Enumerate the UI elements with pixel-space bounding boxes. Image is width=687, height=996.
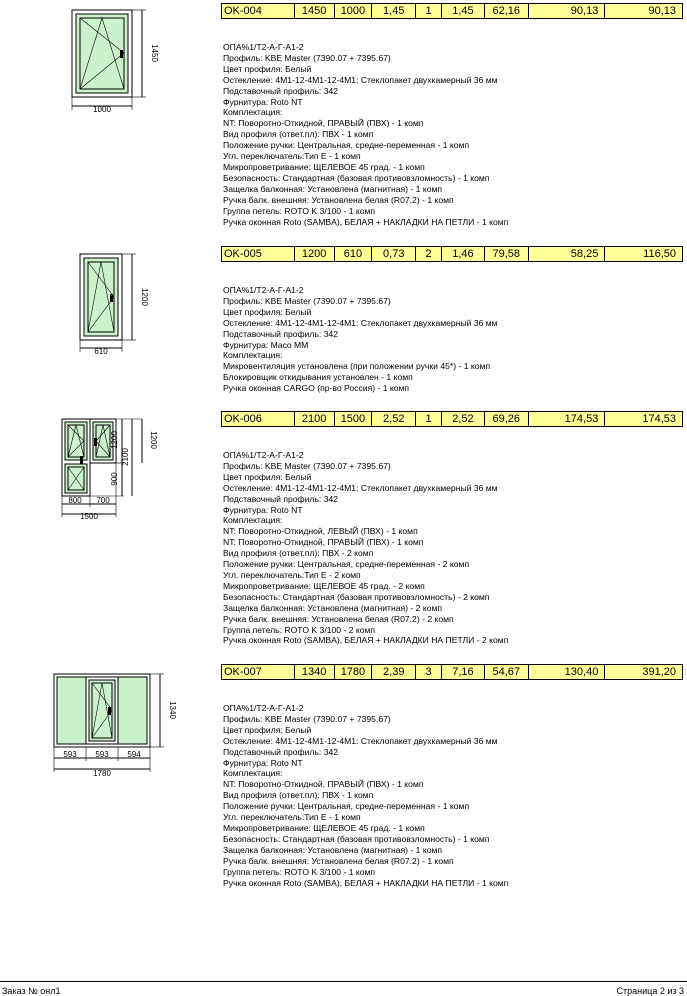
item-code: OK-004 [224, 5, 262, 17]
qty-cell: 3 [415, 665, 441, 679]
desc-line: Остекление: 4М1-12-4М1-12-4М1: Стеклопакет двухкамерный 36 мм [223, 735, 498, 746]
height-cell: 1340 [294, 665, 334, 679]
desc-line: Подставочный профиль: 342 [223, 328, 339, 339]
desc-line: Фурнитура: Roto NT [223, 504, 303, 515]
desc-line: Фурнитура: Maco MM [223, 339, 309, 350]
desc-line: Блокировщик откидывания установлен - 1 комп [223, 372, 413, 383]
total-height-dim: 2100 [121, 448, 130, 466]
width-cell: 1500 [334, 412, 372, 426]
desc-line: Защелка балконная: Установлена (магнитная) - 2 комп [223, 602, 443, 613]
desc-line: Комплектация: [223, 515, 283, 526]
desc-line: Остекление: 4М1-12-4М1-12-4М1: Стеклопакет двухкамерный 36 мм [223, 74, 498, 85]
desc-line: NT: Поворотно-Откидной, ПРАВЫЙ (ПВХ) - 1 комп [223, 779, 424, 790]
width-dim: 610 [94, 347, 108, 356]
qty-cell: 1 [415, 412, 441, 426]
sash-3-width-dim: 594 [127, 750, 141, 759]
description [223, 703, 508, 888]
desc-line: ОПА%1/Т2-А-Г-А1-2 [223, 450, 304, 460]
desc-line: Угл. переключатель:Тип Е - 1 комп [223, 151, 361, 162]
width-cell: 1000 [334, 4, 372, 18]
desc-line: Ручка оконная Roto (SAMBA), БЕЛАЯ + НАКЛАДКИ НА ПЕТЛИ - 1 комп [223, 216, 509, 227]
desc-line: Микровентиляция установлена (при положении ручки 45*) - 1 комп [223, 361, 491, 372]
desc-line: Цвет профиля: Белый [223, 471, 312, 482]
desc-line: Остекление: 4М1-12-4М1-12-4М1: Стеклопакет двухкамерный 36 мм [223, 482, 498, 493]
height-dim: 1200 [140, 288, 149, 306]
desc-line: Цвет профиля: Белый [223, 63, 312, 74]
door-window-drawing [0, 413, 220, 523]
desc-line: Группа петель: ROTO K 3/100 - 1 комп [223, 205, 376, 216]
desc-line: Микропроветривание: ЩЕЛЕВОЕ 45 град. - 1 комп [223, 822, 425, 833]
total-area-cell: 1,45 [441, 4, 484, 18]
desc-line: Профиль: KBE Master (7390.07 + 7395.67) [223, 52, 391, 63]
item-code: OK-007 [224, 666, 262, 678]
desc-line: Микропроветривание: ЩЕЛЕВОЕ 45 град. - 1 комп [223, 161, 425, 172]
desc-line: Комплектация: [223, 107, 283, 118]
desc-line: Цвет профиля: Белый [223, 306, 312, 317]
desc-line: Ручка оконная Roto (SAMBA), БЕЛАЯ + НАКЛАДКИ НА ПЕТЛИ - 2 комп [223, 635, 509, 646]
window-drawing [0, 0, 220, 120]
area-cell: 2,52 [371, 412, 415, 426]
desc-line: Безопасность: Стандартная (базовая противовзломность) - 1 комп [223, 833, 490, 844]
desc-line: Профиль: KBE Master (7390.07 + 7395.67) [223, 713, 391, 724]
unit-price-cell: 130,40 [528, 665, 605, 679]
page-number: Страница 2 из 3 [616, 986, 684, 996]
width-dim: 1000 [93, 105, 111, 114]
area-cell: 0,73 [371, 247, 415, 261]
desc-line: Профиль: KBE Master (7390.07 + 7395.67) [223, 460, 391, 471]
desc-line: Угл. переключатель:Тип Е - 2 комп [223, 569, 361, 580]
desc-line: Вид профиля (ответ.пл): ПВХ - 1 комп [223, 129, 374, 140]
desc-line: Положение ручки: Центральная, средне-переменная - 1 комп [223, 801, 470, 812]
description [223, 450, 508, 646]
total-area-cell: 7,16 [441, 665, 484, 679]
desc-line: Безопасность: Стандартная (базовая противовзломность) - 1 комп [223, 172, 490, 183]
description [223, 42, 508, 227]
item-code: OK-006 [224, 413, 262, 425]
desc-line: Положение ручки: Центральная, средне-переменная - 1 комп [223, 140, 470, 151]
height-dim: 1450 [150, 44, 159, 62]
spec-row [221, 664, 683, 680]
desc-line: Комплектация: [223, 350, 283, 361]
height-dim: 1340 [168, 701, 177, 719]
height-cell: 2100 [294, 412, 334, 426]
desc-line: Положение ручки: Центральная, средне-переменная - 2 комп [223, 559, 470, 570]
desc-line: NT: Поворотно-Откидной, ЛЕВЫЙ (ПВХ) - 1 комп [223, 526, 418, 537]
desc-line: Ручка балк. внешняя: Установлена белая (R07.2) - 2 комп [223, 613, 454, 624]
qty-cell: 2 [415, 247, 441, 261]
order-number: Заказ № онл1 [2, 986, 61, 996]
window-drawing [0, 248, 220, 358]
price-m2-cell: 79,58 [484, 247, 528, 261]
total-price-cell: 116,50 [604, 247, 682, 261]
height-cell: 1450 [294, 4, 334, 18]
width-cell: 1780 [334, 665, 372, 679]
spec-row [221, 3, 683, 19]
desc-line: Подставочный профиль: 342 [223, 493, 339, 504]
desc-line: Фурнитура: Roto NT [223, 757, 303, 768]
desc-line: NT: Поворотно-Откидной, ПРАВЫЙ (ПВХ) - 1 комп [223, 537, 424, 548]
outer-height-dim: 1200 [149, 431, 158, 449]
desc-line: Защелка балконная: Установлена (магнитная) - 1 комп [223, 844, 443, 855]
area-cell: 1,45 [371, 4, 415, 18]
total-area-cell: 1,46 [441, 247, 484, 261]
right-width-dim: 700 [96, 496, 110, 505]
desc-line: Ручка оконная Roto (SAMBA), БЕЛАЯ + НАКЛАДКИ НА ПЕТЛИ - 1 комп [223, 877, 509, 888]
desc-line: Угл. переключатель:Тип Е - 1 комп [223, 812, 361, 823]
window-drawing [0, 666, 220, 781]
description [223, 285, 498, 394]
desc-line: Микропроветривание: ЩЕЛЕВОЕ 45 град. - 2 комп [223, 580, 425, 591]
desc-line: Ручка балк. внешняя: Установлена белая (R07.2) - 1 комп [223, 194, 454, 205]
item-code: OK-005 [224, 248, 262, 260]
desc-line: NT: Поворотно-Откидной, ПРАВЫЙ (ПВХ) - 1 комп [223, 118, 424, 129]
desc-line: Цвет профиля: Белый [223, 724, 312, 735]
desc-line: Профиль: KBE Master (7390.07 + 7395.67) [223, 295, 391, 306]
sash-2-width-dim: 593 [95, 750, 109, 759]
desc-line: Подставочный профиль: 342 [223, 85, 339, 96]
desc-line: ОПА%1/Т2-А-Г-А1-2 [223, 42, 304, 52]
desc-line: Защелка балконная: Установлена (магнитная) - 1 комп [223, 183, 443, 194]
total-price-cell: 90,13 [604, 4, 682, 18]
price-m2-cell: 54,67 [484, 665, 528, 679]
unit-price-cell: 90,13 [528, 4, 605, 18]
sash-1-width-dim: 593 [63, 750, 77, 759]
desc-line: Подставочный профиль: 342 [223, 746, 339, 757]
total-width-dim: 1500 [80, 512, 98, 521]
spec-row [221, 411, 683, 427]
total-price-cell: 174,53 [604, 412, 682, 426]
price-m2-cell: 69,26 [484, 412, 528, 426]
desc-line: Вид профиля (ответ.пл): ПВХ - 1 комп [223, 790, 374, 801]
desc-line: Ручка оконная CARGO (пр-во Россия) - 1 комп [223, 383, 410, 394]
upper-height-dim: 1200 [110, 431, 119, 449]
desc-line: Фурнитура: Roto NT [223, 96, 303, 107]
desc-line: Ручка балк. внешняя: Установлена белая (R07.2) - 1 комп [223, 855, 454, 866]
desc-line: ОПА%1/Т2-А-Г-А1-2 [223, 703, 304, 713]
total-width-dim: 1780 [93, 769, 111, 778]
area-cell: 2,39 [371, 665, 415, 679]
page-footer [0, 981, 687, 996]
height-cell: 1200 [294, 247, 334, 261]
unit-price-cell: 174,53 [528, 412, 605, 426]
desc-line: Безопасность: Стандартная (базовая противовзломность) - 2 комп [223, 591, 490, 602]
qty-cell: 1 [415, 4, 441, 18]
desc-line: ОПА%1/Т2-А-Г-А1-2 [223, 285, 304, 295]
desc-line: Группа петель: ROTO K 3/100 - 1 комп [223, 866, 376, 877]
total-price-cell: 391,20 [604, 665, 682, 679]
desc-line: Остекление: 4М1-12-4М1-12-4М1: Стеклопакет двухкамерный 36 мм [223, 317, 498, 328]
price-m2-cell: 62,16 [484, 4, 528, 18]
spec-row [221, 246, 683, 262]
desc-line: Группа петель: ROTO K 3/100 - 2 комп [223, 624, 376, 635]
total-area-cell: 2,52 [441, 412, 484, 426]
width-cell: 610 [334, 247, 372, 261]
desc-line: Вид профиля (ответ.пл): ПВХ - 2 комп [223, 548, 374, 559]
left-width-dim: 800 [68, 496, 82, 505]
lower-height-dim: 900 [110, 472, 119, 486]
unit-price-cell: 58,25 [528, 247, 605, 261]
desc-line: Комплектация: [223, 768, 283, 779]
